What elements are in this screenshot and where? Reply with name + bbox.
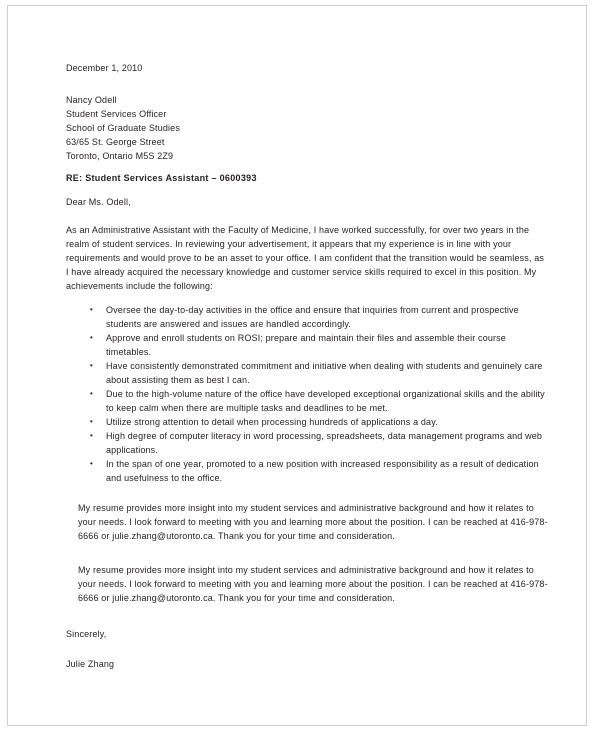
spacer-before-salutation — [66, 185, 550, 195]
bullet-icon: • — [90, 361, 93, 370]
letter-body — [66, 61, 550, 671]
document-page — [7, 5, 587, 726]
list-item — [66, 457, 548, 485]
signoff: Sincerely, — [66, 629, 107, 639]
bullet-icon: • — [90, 431, 93, 440]
list-item — [66, 359, 548, 387]
list-item — [66, 429, 548, 457]
bullet-icon: • — [90, 459, 93, 468]
list-item-text: In the span of one year, promoted to a new position with increased responsibility as a result of dedication and usefulness to the office. — [106, 459, 539, 483]
recipient-address-block — [66, 93, 550, 163]
opening-paragraph: As an Administrative Assistant with the Faculty of Medicine, I have worked successfully, for over two years in the realm of student services. In reviewing your advertisement, it appears that my experience is in line with your requirements and would prove to be an asset to your office. I am confident that the transition would be seamless, as I have already acquired the necessary knowledge and customer service skills required to excel in this position. My achievements include the following: — [66, 225, 544, 291]
spacer-before-opening — [66, 209, 550, 223]
recipient-city-line: Toronto, Ontario M5S 2Z9 — [66, 151, 174, 161]
closing-paragraph-2: My resume provides more insight into my student services and administrative background and how it relates to your needs. I look forward to meeting with you and learning more about the position. I can be reached at 416-978-6666 or julie.zhang@utoronto.ca. Thank you for your time and consideration. — [78, 565, 548, 603]
spacer-before-bullets — [66, 293, 550, 303]
recipient-organization: School of Graduate Studies — [66, 123, 180, 133]
list-item — [66, 387, 548, 415]
list-item — [66, 415, 548, 429]
list-item-text: High degree of computer literacy in word processing, spreadsheets, data management programs and web applications. — [106, 431, 543, 455]
bullet-icon: • — [90, 333, 93, 342]
spacer-before-signature — [66, 641, 550, 657]
spacer-after-date — [66, 77, 550, 93]
recipient-street: 63/65 St. George Street — [66, 137, 165, 147]
list-item-text: Oversee the day-to-day activities in the office and ensure that inquiries from current and prospective students are answered and issues are handled accordingly. — [106, 305, 519, 329]
list-item-text: Approve and enroll students on ROSI; prepare and maintain their files and assemble their course timetables. — [106, 333, 506, 357]
list-item — [66, 303, 548, 331]
bullet-icon: • — [90, 305, 93, 314]
letter-date: December 1, 2010 — [66, 63, 143, 73]
spacer-before-closing-1 — [66, 485, 550, 501]
spacer-between-closings — [66, 543, 550, 563]
signature-name: Julie Zhang — [66, 659, 115, 669]
spacer-before-subject — [66, 163, 550, 171]
recipient-title: Student Services Officer — [66, 109, 167, 119]
achievements-list — [66, 303, 548, 485]
list-item-text: Due to the high-volume nature of the office have developed exceptional organizational skills and the ability to keep calm when there are multiple tasks and deadlines to be met. — [106, 389, 545, 413]
bullet-icon: • — [90, 417, 93, 426]
list-item-text: Have consistently demonstrated commitment and initiative when dealing with students and genuinely care about assisting them as best I can. — [106, 361, 543, 385]
closing-paragraph-1: My resume provides more insight into my student services and administrative background and how it relates to your needs. I look forward to meeting with you and learning more about the position. I can be reached at 416-978-6666 or julie.zhang@utoronto.ca. Thank you for your time and consideration. — [78, 503, 548, 541]
salutation: Dear Ms. Odell, — [66, 197, 131, 207]
bullet-icon: • — [90, 389, 93, 398]
list-item-text: Utilize strong attention to detail when processing hundreds of applications a day. — [106, 417, 438, 427]
spacer-before-signoff — [66, 605, 550, 627]
recipient-name: Nancy Odell — [66, 95, 117, 105]
subject-line: RE: Student Services Assistant – 0600393 — [66, 173, 257, 183]
list-item — [66, 331, 548, 359]
